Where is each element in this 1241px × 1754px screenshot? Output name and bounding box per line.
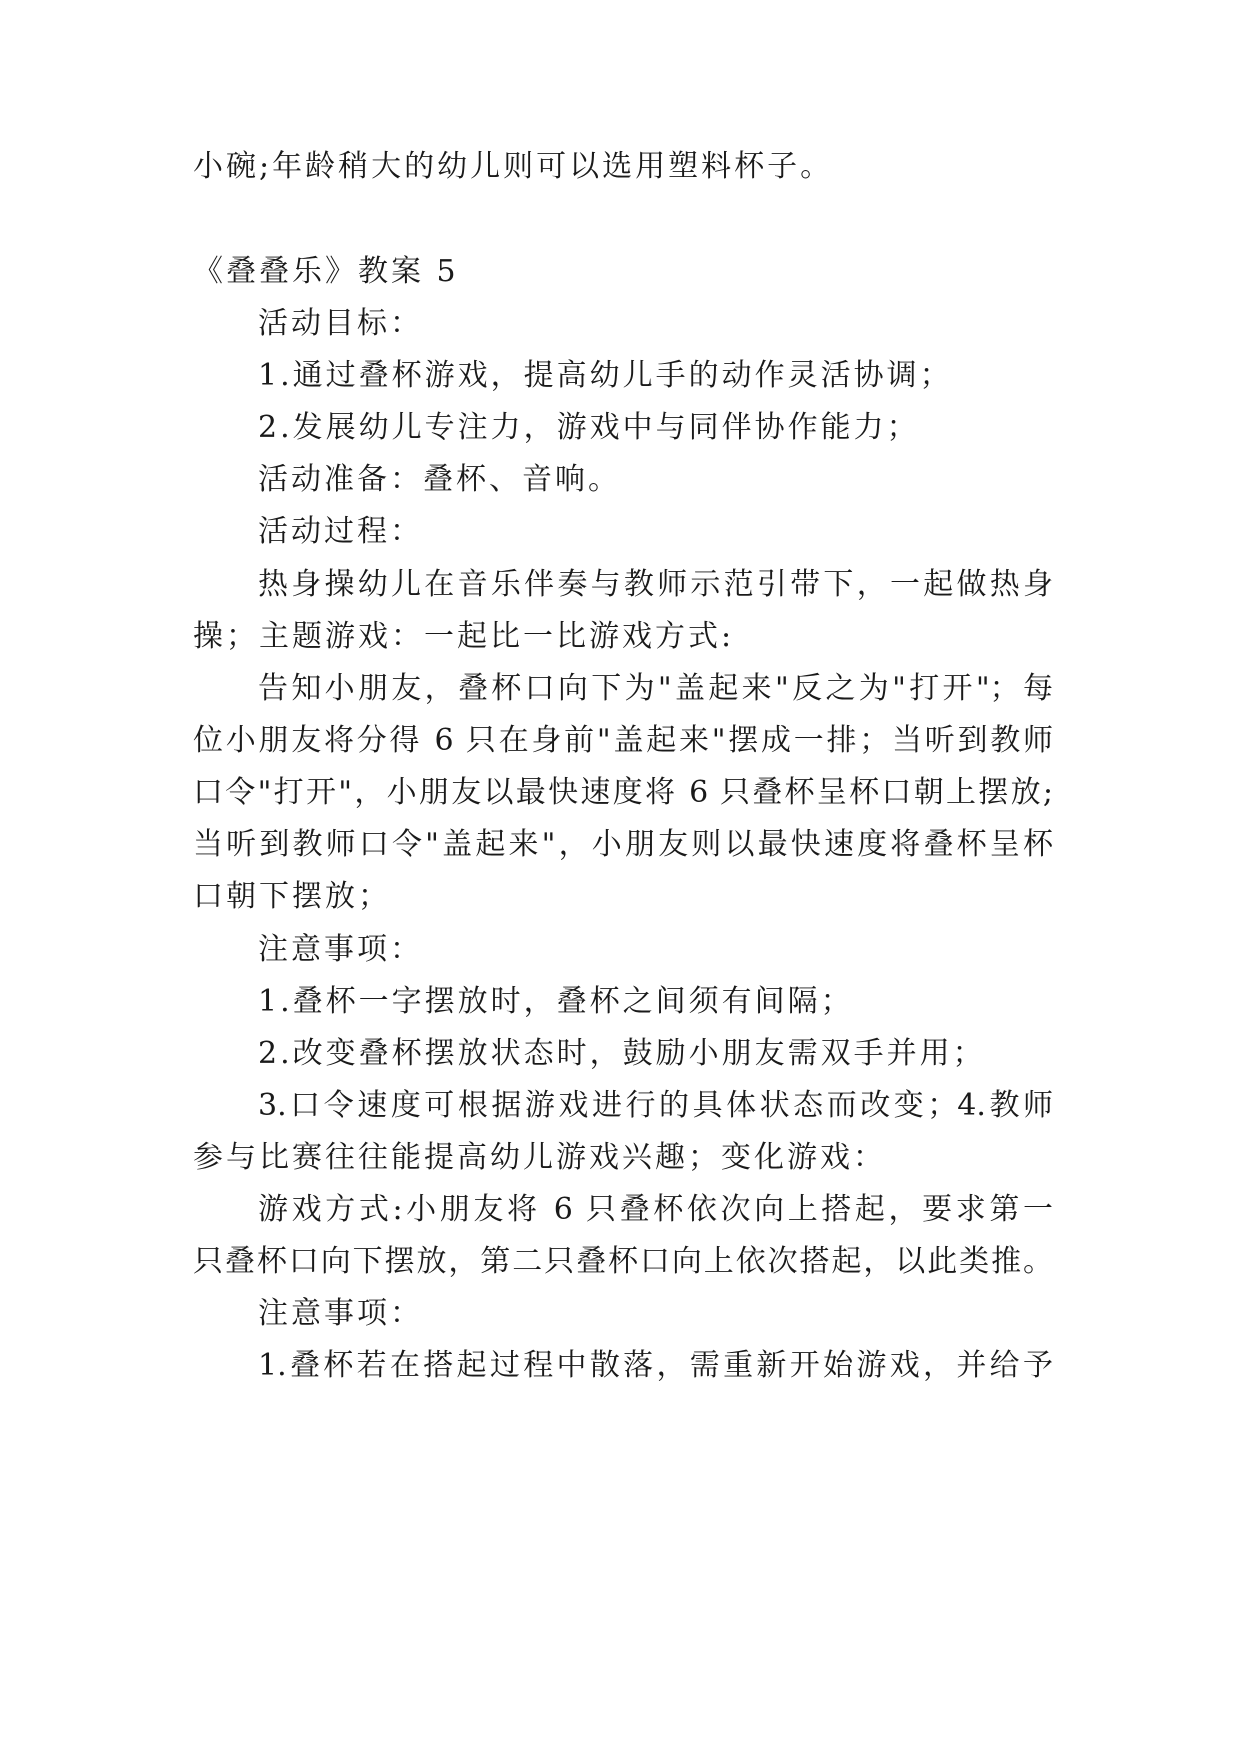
text-line: 2.发展幼儿专注力，游戏中与同伴协作能力； xyxy=(258,410,920,445)
heading-notes: 注意事项： xyxy=(258,932,423,967)
heading-preparation: 活动准备：叠杯、音响。 xyxy=(258,462,621,497)
text-line: 1.叠杯一字摆放时，叠杯之间须有间隔； xyxy=(258,984,854,1019)
heading-notes: 注意事项： xyxy=(258,1296,423,1331)
text-line: 2.改变叠杯摆放状态时，鼓励小朋友需双手并用； xyxy=(258,1036,986,1071)
text-line: 口令"打开"，小朋友以最快速度将 6 只叠杯呈杯口朝上摆放; xyxy=(193,775,1053,810)
text-line: 位小朋友将分得 6 只在身前"盖起来"摆成一排；当听到教师 xyxy=(193,723,1053,758)
text-line: 口朝下摆放； xyxy=(193,879,391,914)
heading-objectives: 活动目标： xyxy=(258,306,423,341)
text-line: 告知小朋友，叠杯口向下为"盖起来"反之为"打开"；每 xyxy=(258,671,1053,706)
text-line: 1.叠杯若在搭起过程中散落，需重新开始游戏，并给予 xyxy=(258,1348,1053,1383)
text-line: 参与比赛往往能提高幼儿游戏兴趣；变化游戏： xyxy=(193,1140,886,1175)
section-title: 《叠叠乐》教案 5 xyxy=(193,254,459,289)
text-line: 1.通过叠杯游戏，提高幼儿手的动作灵活协调； xyxy=(258,358,953,393)
text-line: 只叠杯口向下摆放，第二只叠杯口向上依次搭起，以此类推。 xyxy=(193,1244,1053,1279)
text-line: 操；主题游戏：一起比一比游戏方式: xyxy=(193,619,735,654)
heading-process: 活动过程： xyxy=(258,514,423,549)
text-line: 3.口令速度可根据游戏进行的具体状态而改变；4.教师 xyxy=(258,1088,1053,1123)
text-line: 当听到教师口令"盖起来"，小朋友则以最快速度将叠杯呈杯 xyxy=(193,827,1053,862)
text-line: 小碗;年龄稍大的幼儿则可以选用塑料杯子。 xyxy=(193,149,834,184)
text-line: 游戏方式:小朋友将 6 只叠杯依次向上搭起，要求第一 xyxy=(258,1192,1053,1227)
text-line: 热身操幼儿在音乐伴奏与教师示范引带下，一起做热身 xyxy=(258,567,1053,602)
